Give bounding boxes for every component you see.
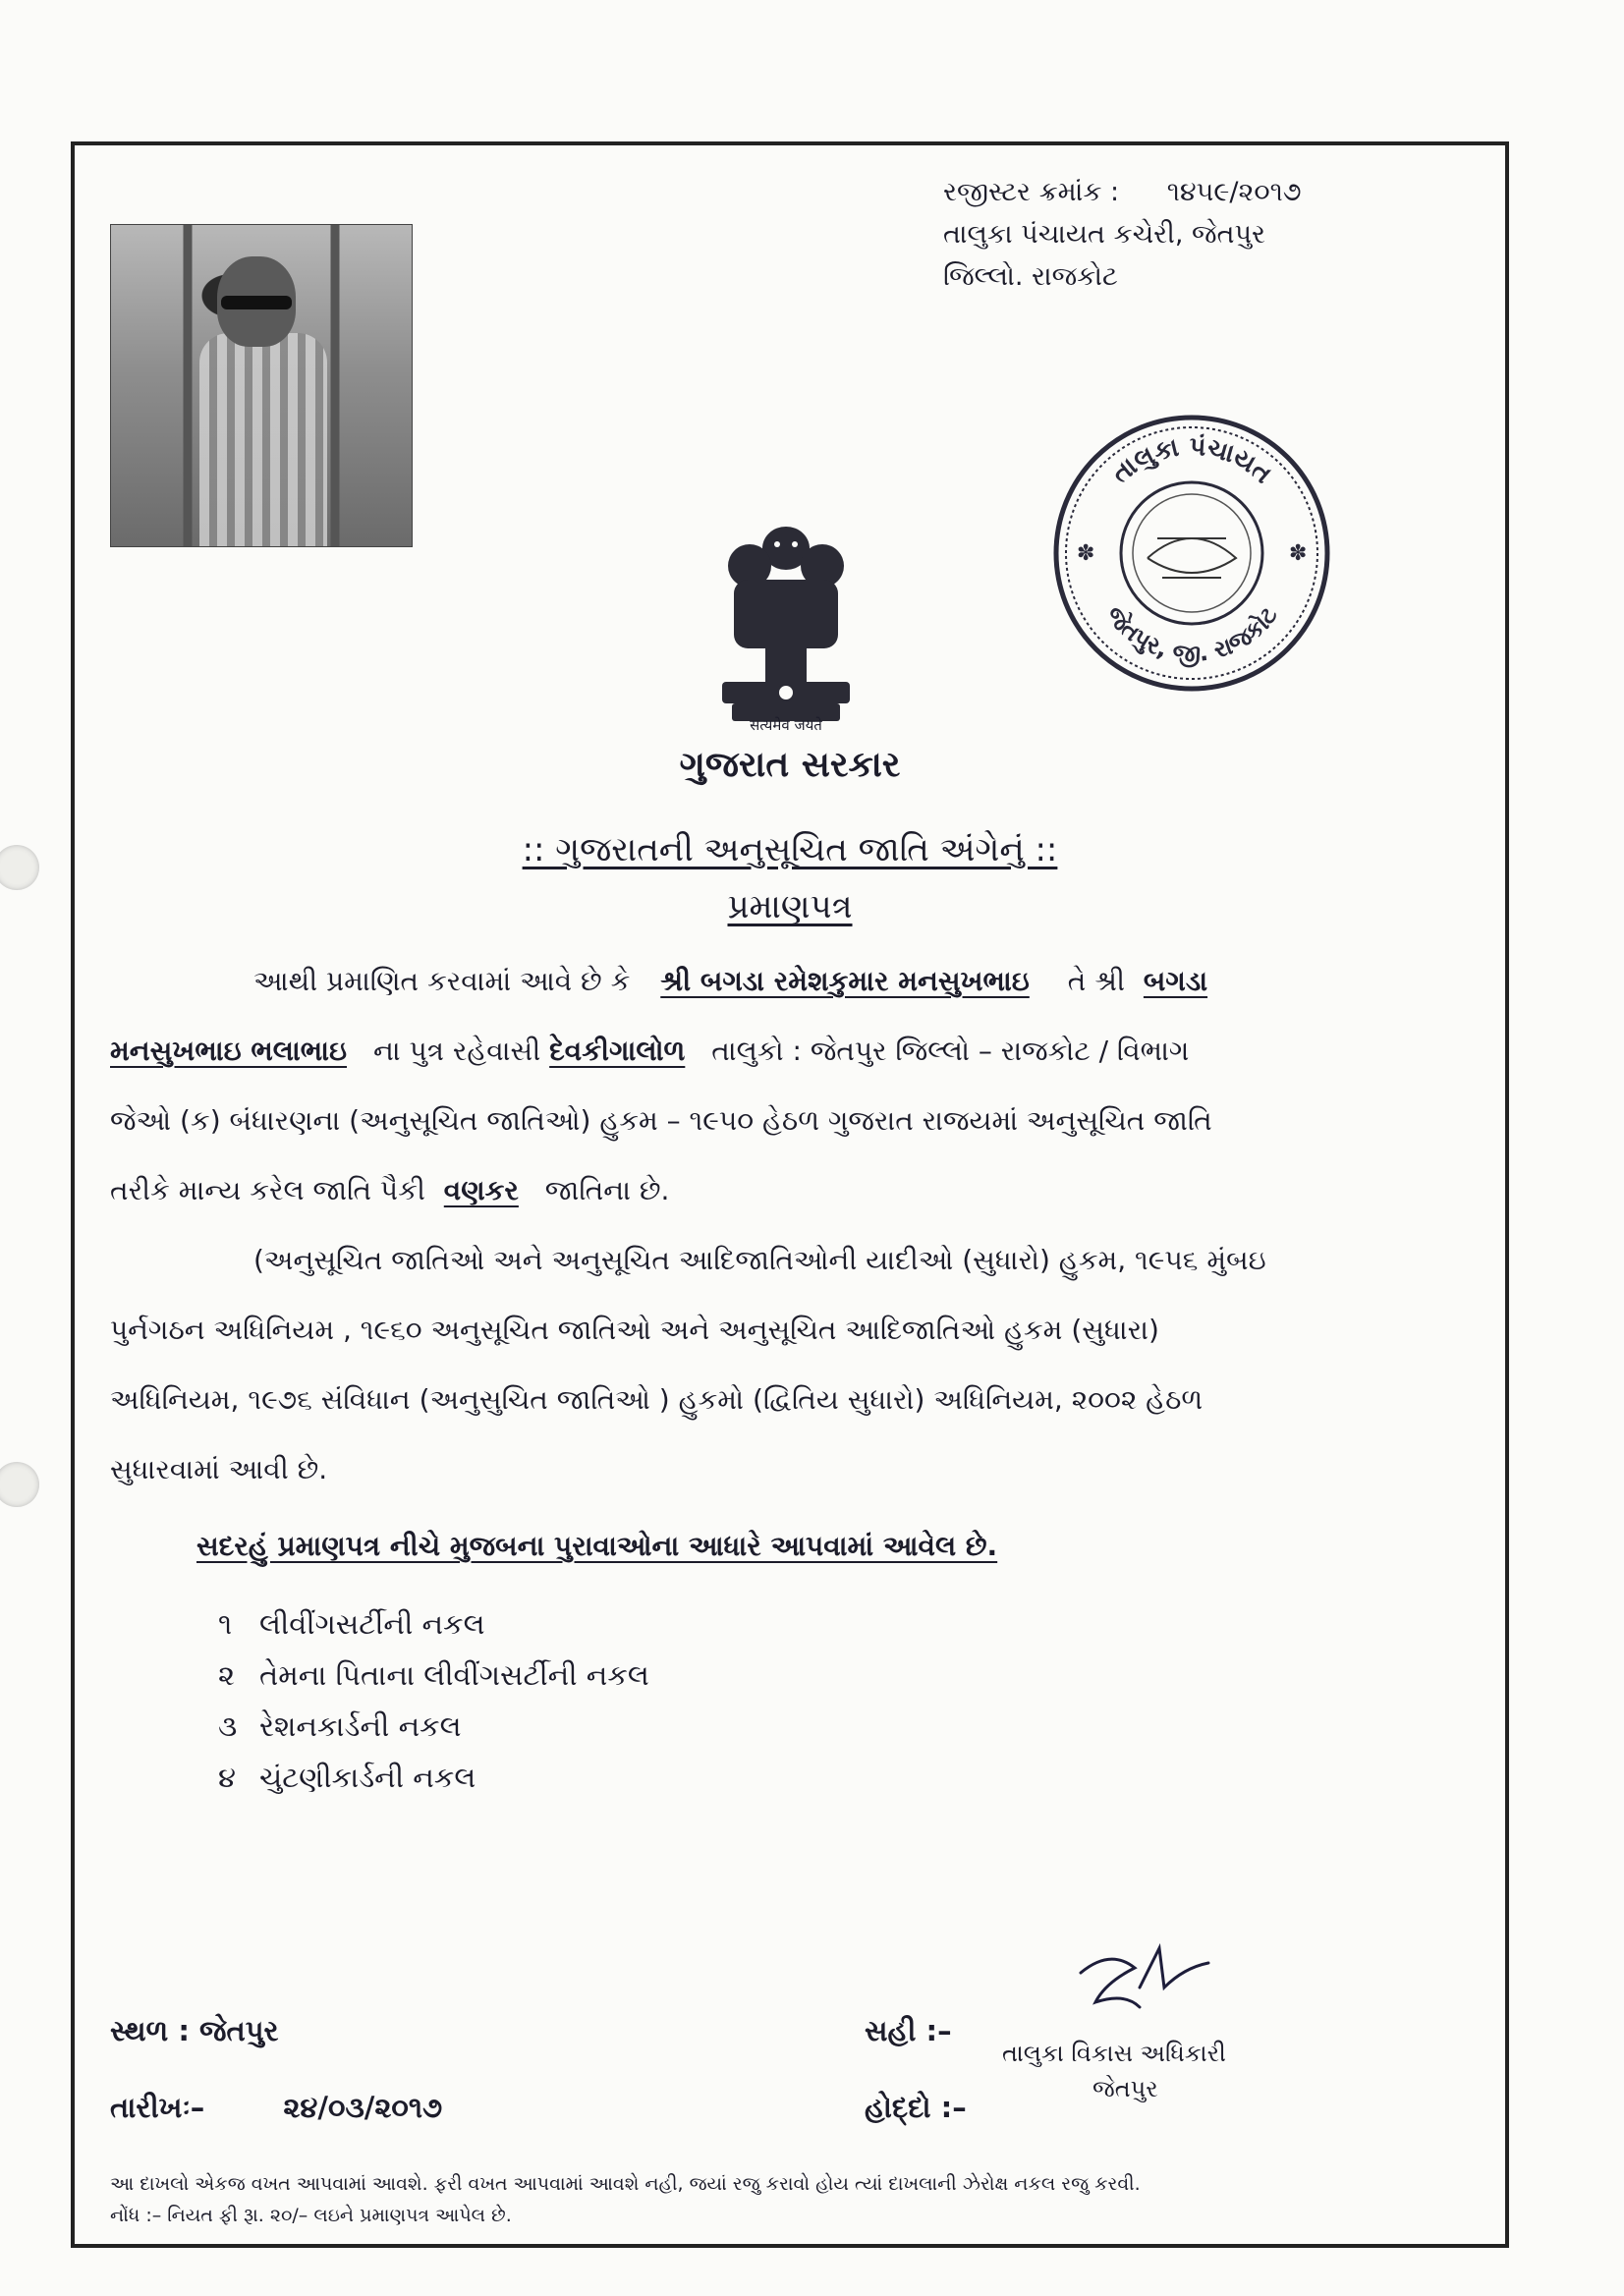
designation-label: હોદ્દો :–: [865, 2091, 967, 2124]
svg-text:✽: ✽: [1077, 541, 1095, 566]
seal-top-text: તાલુકા પંચાયત: [1106, 431, 1277, 490]
applicant-name: શ્રી બગડા રમેશકુમાર મનસુખભાઇ: [660, 965, 1030, 997]
register-number: ૧૪૫૯/૨૦૧૭: [1166, 177, 1302, 207]
register-line: [943, 177, 1302, 208]
father-surname: બગડા: [1143, 965, 1208, 997]
evidence-text: રેશનકાર્ડની નકલ: [259, 1709, 462, 1743]
body-line-2: [110, 1035, 1189, 1068]
certificate-subtitle: [71, 830, 1509, 869]
officer-place: જેતપુર: [1092, 2075, 1158, 2102]
para2-line-4: સુધારવામાં આવી છે.: [110, 1453, 328, 1485]
date-label: તારીખઃ–: [110, 2091, 205, 2124]
date-line: [110, 2091, 442, 2125]
signature-icon: [1071, 1943, 1218, 2032]
ashoka-emblem-icon: [712, 519, 860, 730]
certificate-heading: [71, 887, 1509, 926]
certificate-subtitle-text: :: ગુજરાતની અનુસૂચિત જાતિ અંગેનું ::: [522, 830, 1058, 869]
evidence-item: [218, 1709, 462, 1744]
office-name: તાલુકા પંચાયત કચેરી, જેતપુર: [943, 219, 1265, 250]
village-name: દેવકીગાલોળ: [549, 1035, 686, 1067]
body-line-1: [253, 965, 1207, 998]
evidence-num: ૩: [218, 1709, 238, 1743]
seal-bottom-text: જેતપુર, જી. રાજકોટ: [1099, 600, 1283, 668]
evidence-text: ચુંટણીકાર્ડની નકલ: [259, 1761, 476, 1794]
para2-line-2: પુર્નગઠન અધિનિયમ , ૧૯૬૦ અનુસૂચિત જાતિઓ અને અનુસૂચિત આદિજાતિઓ હુકમ (સુધારા): [110, 1314, 1159, 1346]
father-name: મનસુખભાઇ ભલાભાઇ: [110, 1035, 348, 1067]
place-value: જેતપુર: [199, 2014, 279, 2047]
body-line-4: [110, 1174, 669, 1207]
line1-mid: તે શ્રી: [1067, 965, 1125, 997]
emblem-motto: सत्यमेव जयते: [750, 716, 822, 734]
evidence-text: લીવીંગસર્ટીની નકલ: [259, 1607, 485, 1641]
line1-prefix: આથી પ્રમાણિત કરવામાં આવે છે કે: [253, 965, 631, 997]
evidence-num: ૨: [218, 1658, 236, 1692]
line2-mid: ના પુત્ર રહેવાસી: [372, 1035, 541, 1067]
place-label: સ્થળ :: [110, 2014, 190, 2047]
svg-text:જેતપુર, જી. રાજકોટ: [1100, 600, 1283, 669]
body-line-3: જેઓ (ક) બંધારણના (અનુસૂચિત જાતિઓ) હુકમ – ૧૯૫૦ હેઠળ ગુજરાત રાજયમાં અનુસૂચિત જાતિ: [110, 1104, 1212, 1137]
para2-line-1: (અનુસૂચિત જાતિઓ અને અનુસૂચિત આદિજાતિઓની યાદીઓ (સુધારો) હુકમ, ૧૯૫૬ મુંબઇ: [253, 1244, 1266, 1276]
note-line-1: આ દાખલો એકજ વખત આપવામાં આવશે. ફરી વખત આપવામાં આવશે નહી, જયાં રજુ કરાવો હોય ત્યાં દાખલાની ઝેરોક્ષ નકલ રજુ કરવી.: [110, 2173, 1141, 2195]
line2-suffix: તાલુકો : જેતપુર જિલ્લો – રાજકોટ / વિભાગ: [711, 1035, 1190, 1067]
note-line-2: નોંધ :– નિયત ફી રૂા. ૨૦/– લઇને પ્રમાણપત્ર આપેલ છે.: [110, 2205, 512, 2226]
evidence-num: ૪: [218, 1761, 236, 1794]
line4-prefix: તરીકે માન્ય કરેલ જાતિ પૈકી: [110, 1174, 425, 1206]
evidence-heading-text: સદરહું પ્રમાણપત્ર નીચે મુજબના પુરાવાઓના આધારે આપવામાં આવેલ છે.: [196, 1530, 998, 1562]
punch-hole: [0, 1462, 39, 1507]
place-line: [110, 2014, 279, 2048]
evidence-text: તેમના પિતાના લીવીંગસર્ટીની નકલ: [259, 1658, 649, 1692]
evidence-heading: [196, 1530, 997, 1563]
evidence-item: [218, 1607, 485, 1642]
government-title: ગુજરાત સરકાર: [679, 745, 901, 785]
district-name: જિલ્લો. રાજકોટ: [943, 261, 1118, 292]
evidence-item: [218, 1658, 649, 1693]
para2-line-3: અધિનિયમ, ૧૯૭૬ સંવિધાન (અનુસુચિત જાતિઓ ) હુકમો (દ્વિતિય સુધારો) અધિનિયમ, ૨૦૦૨ હેઠળ: [110, 1383, 1204, 1416]
caste-name: વણકર: [443, 1174, 519, 1206]
panchayat-seal-icon: [1049, 411, 1334, 696]
applicant-photo: [110, 224, 413, 547]
line4-suffix: જાતિના છે.: [544, 1174, 670, 1206]
certificate-heading-text: પ્રમાણપત્ર: [727, 887, 853, 926]
signature-label: સહી :–: [865, 2014, 952, 2047]
svg-text:✽: ✽: [1289, 541, 1308, 566]
officer-designation: તાલુકા વિકાસ અધિકારી: [1002, 2040, 1226, 2067]
register-label: રજીસ્ટર ક્રમાંક :: [943, 177, 1120, 207]
punch-hole: [0, 845, 39, 890]
evidence-num: ૧: [218, 1607, 233, 1641]
date-value: ૨૪/૦૩/૨૦૧૭: [283, 2091, 443, 2124]
evidence-item: [218, 1761, 476, 1795]
